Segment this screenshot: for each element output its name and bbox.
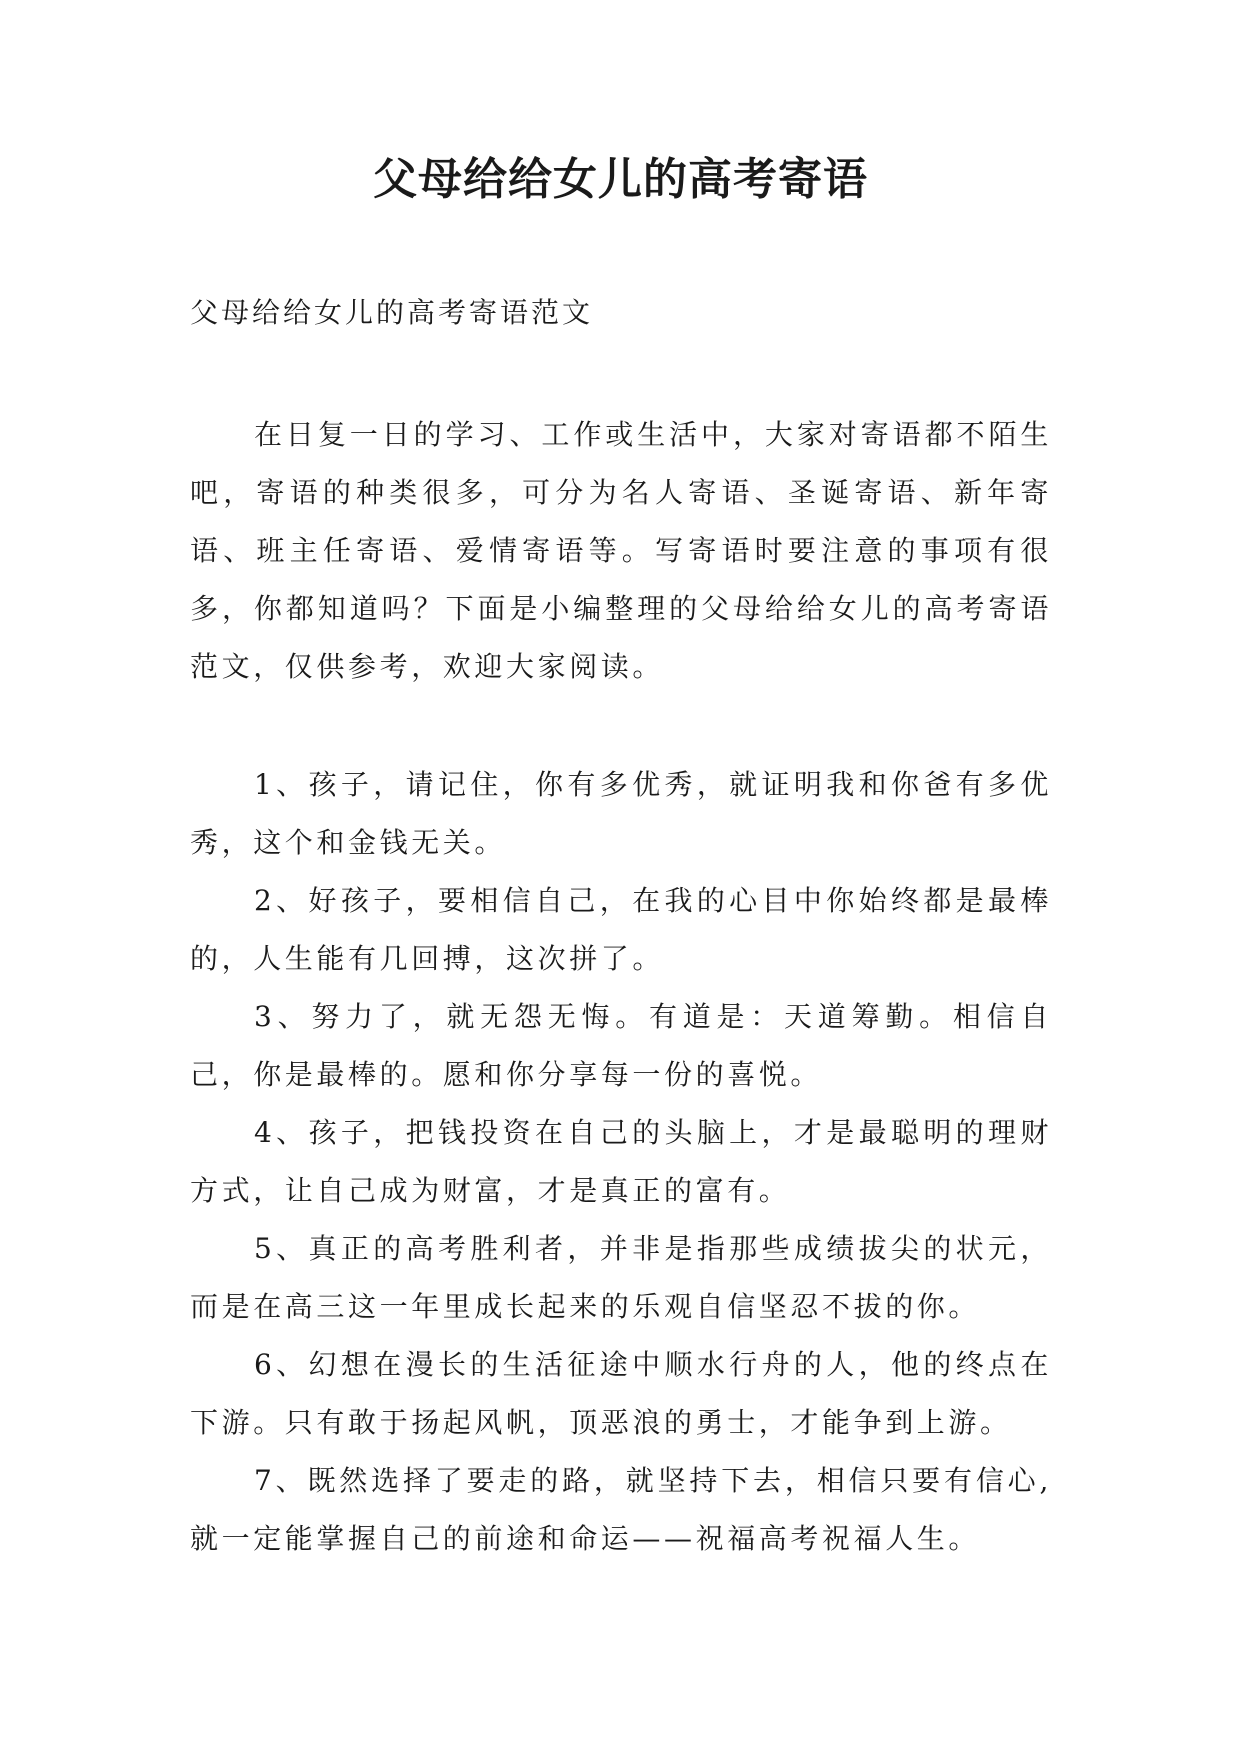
blessing-list <box>190 756 1052 1568</box>
list-item: 6、幻想在漫长的生活征途中顺水行舟的人，他的终点在下游。只有敢于扬起风帆，顶恶浪的勇士，才能争到上游。 <box>190 1348 1052 1439</box>
document-title: 父母给给女儿的高考寄语 <box>373 154 868 205</box>
document-subtitle: 父母给给女儿的高考寄语范文 <box>190 296 594 329</box>
list-item: 1、孩子，请记住，你有多优秀，就证明我和你爸有多优秀，这个和金钱无关。 <box>190 768 1052 859</box>
list-item: 7、既然选择了要走的路，就坚持下去，相信只要有信心,就一定能掌握自己的前途和命运——祝福高考祝福人生。 <box>190 1464 1052 1555</box>
list-item: 2、好孩子，要相信自己，在我的心目中你始终都是最棒的，人生能有几回搏，这次拼了。 <box>190 884 1052 975</box>
list-item: 4、孩子，把钱投资在自己的头脑上，才是最聪明的理财方式，让自己成为财富，才是真正的富有。 <box>190 1116 1052 1207</box>
list-item: 5、真正的高考胜利者，并非是指那些成绩拔尖的状元，而是在高三这一年里成长起来的乐观自信坚忍不拔的你。 <box>190 1232 1052 1323</box>
intro-paragraph: 在日复一日的学习、工作或生活中，大家对寄语都不陌生吧，寄语的种类很多，可分为名人寄语、圣诞寄语、新年寄语、班主任寄语、爱情寄语等。写寄语时要注意的事项有很多，你都知道吗？下面是小编整理的父母给给女儿的高考寄语范文，仅供参考，欢迎大家阅读。 <box>190 418 1052 683</box>
list-item: 3、努力了，就无怨无悔。有道是：天道筹勤。相信自己，你是最棒的。愿和你分享每一份的喜悦。 <box>190 1000 1052 1091</box>
